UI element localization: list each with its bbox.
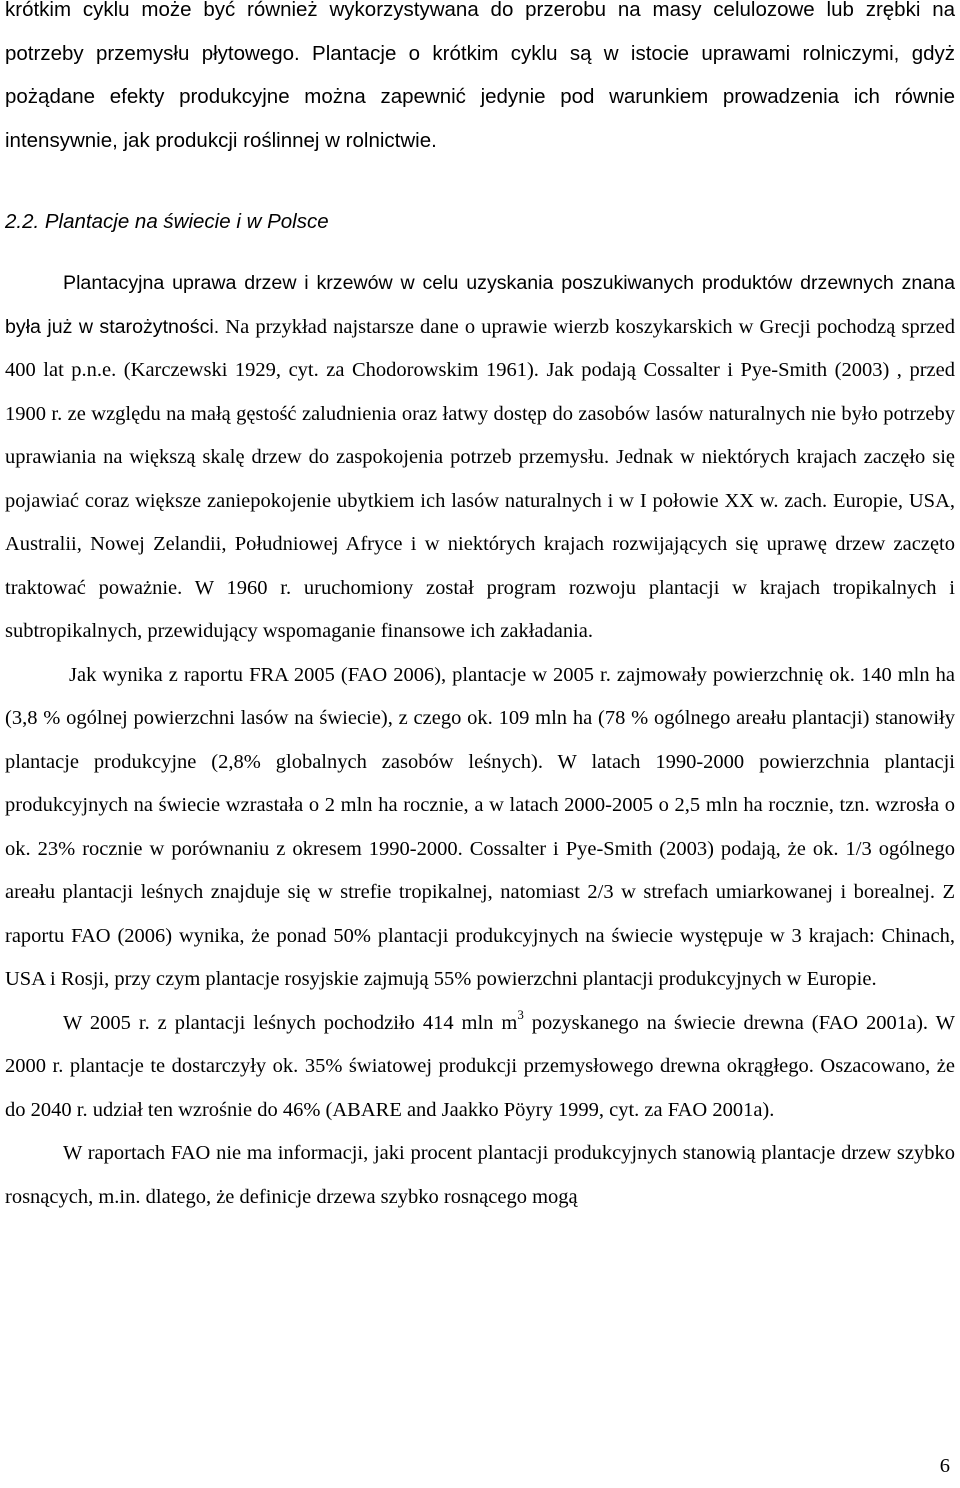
paragraph-3-text-b: pozyskanego na świecie drewna (FAO 2001a). W 2000 r. plantacje te dostarczyły ok. 35% światowej produkcji przemysłowego drewna okrągłego. Oszacowano, że do 2040 r. udział ten wzrośnie do 46% (ABARE and Jaakko Pöyry 1999, cyt. za FAO 2001a). xyxy=(5,1011,955,1121)
paragraph-1-serif-part: Na przykład najstarsze dane o uprawie wierzb koszykarskich w Grecji pochodzą sprzed 400 lat p.n.e. (Karczewski 1929, cyt. za Chodorowskim 1961). Jak podają Cossalter i Pye-Smith (2003) , przed 1900 r. ze względu na małą gęstość zaludnienia oraz łatwy dostęp do zasobów lasów naturalnych nie było potrzeby uprawiania na większą skalę drzew do zaspokojenia potrzeb przemysłu. Jednak w niektórych krajach zaczęło się pojawiać coraz większe zaniepokojenie ubytkiem ich lasów naturalnych i w I połowie XX w. zach. Europie, USA, Australii, Nowej Zelandii, Południowej Afryce i w niektórych krajach rozwijających się uprawę drzew zaczęto traktować poważnie. W 1960 r. uruchomiony został program rozwoju plantacji w krajach tropikalnych i subtropikalnych, przewidujący wspomaganie finansowe ich zakładania. xyxy=(5,315,955,642)
paragraph-fao-reports: W raportach FAO nie ma informacji, jaki procent plantacji produkcyjnych stanowią plantacje drzew szybko rosnących, m.in. dlatego, że definicje drzewa szybko rosnącego mogą xyxy=(5,1142,955,1208)
paragraph-plantation-history xyxy=(5,262,955,654)
intro-block xyxy=(5,0,955,162)
paragraph-fra-2005: Jak wynika z raportu FRA 2005 (FAO 2006), plantacje w 2005 r. zajmowały powierzchnię ok. 140 mln ha (3,8 % ogólnej powierzchni lasów na świecie), z czego ok. 109 mln ha (78 % ogólnego areału plantacji) stanowiły plantacje produkcyjne (2,8% globalnych zasobów leśnych). W latach 1990-2000 powierzchnia plantacji produkcyjnych na świecie wzrastała o 2 mln ha rocznie, a w latach 2000-2005 o 2,5 mln ha rocznie, tzn. wzrosła o ok. 23% rocznie w porównaniu z okresem 1990-2000. Cossalter i Pye-Smith (2003) podają, że ok. 1/3 ogólnego areału plantacji leśnych znajduje się w strefie tropikalnej, natomiast 2/3 w strefach umiarkowanej i borealnej. Z raportu FAO (2006) wynika, że ponad 50% plantacji produkcyjnych na świecie występuje w 3 krajach: Chinach, USA i Rosji, przy czym plantacje rosyjskie zajmują 55% powierzchni plantacji produkcyjnych w Europie. xyxy=(5,663,955,990)
intro-paragraph: krótkim cyklu może być również wykorzystywana do przerobu na masy celulozowe lub zrębki na potrzeby przemysłu płytowego. Plantacje o krótkim cyklu są w istocie uprawami rolniczymi, gdyż pożądane efekty produkcyjne można zapewnić jedynie pod warunkiem prowadzenia ich równie intensywnie, jak produkcji roślinnej w rolnictwie. xyxy=(5,0,955,152)
section-heading: 2.2. Plantacje na świecie i w Polsce xyxy=(5,210,329,233)
document-page xyxy=(5,0,955,1477)
body-text xyxy=(5,262,955,1219)
paragraph-wood-production xyxy=(5,1002,955,1133)
paragraph-3-text-a: W 2005 r. z plantacji leśnych pochodziło 414 mln m xyxy=(63,1011,518,1034)
superscript-three: 3 xyxy=(517,1006,524,1022)
paragraph-1-sans-part: Plantacyjna uprawa drzew i krzewów w celu uzyskania poszukiwanych produktów drzewnych znana była już w starożytności. xyxy=(5,272,955,338)
page-number: 6 xyxy=(939,1455,950,1477)
